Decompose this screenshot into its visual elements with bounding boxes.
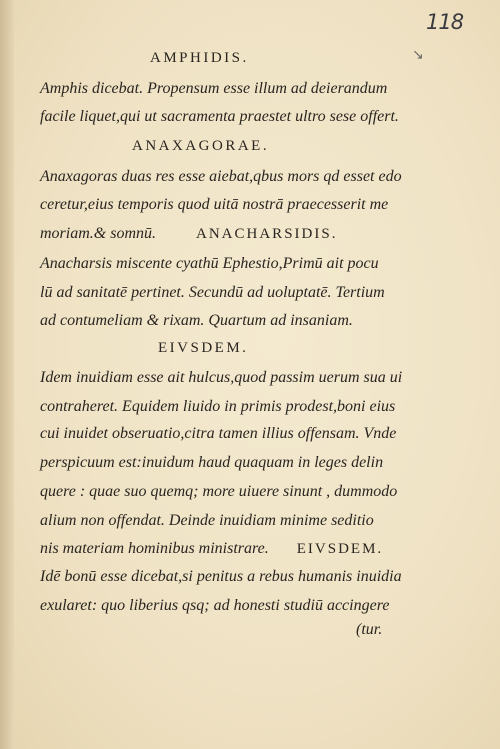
text-line: ad contumeliam & rixam. Quartum ad insaniam. bbox=[40, 312, 353, 329]
folio-number: 118 bbox=[426, 10, 464, 34]
text-line: Idē bonū esse dicebat,si penitus a rebus humanis inuidia bbox=[40, 568, 402, 585]
text-line: lū ad sanitatē pertinet. Secundū ad uoluptatē. Tertium bbox=[40, 284, 385, 301]
heading-amphidis: AMPHIDIS. bbox=[150, 50, 249, 66]
text-line: perspicuum est:inuidum haud quaquam in leges delin bbox=[40, 454, 384, 471]
text-line: Idem inuidiam esse ait hulcus,quod passim uerum sua ui bbox=[40, 369, 403, 386]
text-line-turnover: (tur. bbox=[356, 621, 383, 638]
text-line: alium non offendat. Deinde inuidiam minime seditio bbox=[40, 512, 374, 529]
text-line-start: moriam.& somnū. bbox=[40, 225, 157, 242]
text-line-start: nis materiam hominibus ministrare. bbox=[40, 540, 269, 557]
text-line: facile liquet,qui ut sacramenta praestet ultro sese offert. bbox=[40, 108, 399, 125]
text-line bbox=[40, 225, 337, 243]
text-line: exularet: quo liberius qsq; ad honesti studiū accingere bbox=[40, 597, 390, 614]
text-line: Amphis dicebat. Propensum esse illum ad deierandum bbox=[40, 80, 388, 97]
heading-eiusdem-2: EIVSDEM. bbox=[296, 541, 384, 557]
text-line: quere : quae suo quemq; more uiuere sinunt , dummodo bbox=[40, 483, 398, 500]
heading-anaxagorae: ANAXAGORAE. bbox=[132, 138, 270, 154]
heading-eiusdem: EIVSDEM. bbox=[158, 340, 249, 356]
text-line: contraheret. Equidem liuido in primis prodest,boni eius bbox=[40, 398, 396, 415]
text-line bbox=[40, 540, 383, 558]
heading-anacharsidis: ANACHARSIDIS. bbox=[196, 226, 338, 242]
text-line: Anacharsis miscente cyathū Ephestio,Primū ait pocu bbox=[40, 255, 379, 272]
pencil-mark: ↘ bbox=[412, 47, 424, 63]
text-line: ceretur,eius temporis quod uitā nostrā praecesserit me bbox=[40, 196, 389, 213]
text-line: Anaxagoras duas res esse aiebat,qbus mors qd esset edo bbox=[40, 168, 402, 185]
text-line: cui inuidet obseruatio,citra tamen illius offensam. Vnde bbox=[40, 425, 397, 442]
page-gutter-edge bbox=[0, 0, 14, 749]
